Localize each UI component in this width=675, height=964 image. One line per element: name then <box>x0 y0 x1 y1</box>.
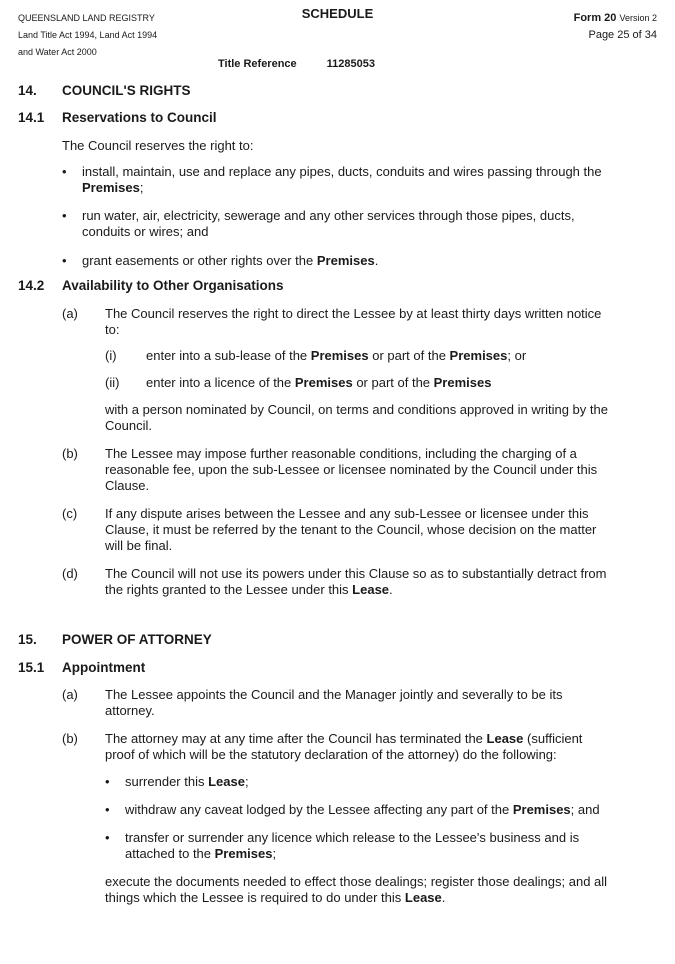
premises-term: Premises <box>214 846 273 861</box>
text-part: withdraw any caveat lodged by the Lessee affecting any part of the <box>125 802 513 817</box>
bullet-text: run water, air, electricity, sewerage and any other services through those pipes, ducts, <box>82 208 575 223</box>
clause-text: The Council will not use its powers under this Clause so as to substantially detract from <box>105 566 607 581</box>
premises-term: Premises <box>294 375 353 390</box>
clause-text: Clause, it must be referred by the tenant to the Council, whose decision on the matter <box>105 522 597 537</box>
text-part: surrender this <box>125 774 209 789</box>
text-part: ; or <box>507 348 527 363</box>
bullet-icon: • <box>62 208 67 223</box>
bullet-text <box>125 802 600 818</box>
reservations-intro: The Council reserves the right to: <box>62 138 254 153</box>
clause-label: (a) <box>62 306 78 321</box>
premises-term: Premises <box>449 348 508 363</box>
text-part: (sufficient <box>523 731 583 746</box>
form-version: Version 2 <box>619 13 657 23</box>
bullet-text-part: grant easements or other rights over the <box>82 253 317 268</box>
premises-term: Premises <box>433 375 492 390</box>
punctuation: ; <box>244 774 249 789</box>
section-title: POWER OF ATTORNEY <box>62 632 212 647</box>
section-number: 15. <box>18 632 37 647</box>
act-line-1: Land Title Act 1994, Land Act 1994 <box>18 30 158 40</box>
clause-text: The Lessee may impose further reasonable conditions, including the charging of a <box>105 446 577 461</box>
bullet-text <box>82 180 143 196</box>
subclause-text <box>146 375 491 391</box>
clause-text: The Council reserves the right to direct the Lessee by at least thirty days written notice <box>105 306 602 321</box>
subclause-label: (ii) <box>105 375 120 390</box>
premises-term: Premises <box>512 802 571 817</box>
clause-label: (a) <box>62 687 78 702</box>
bullet-text <box>125 846 276 862</box>
clause-text: will be final. <box>105 538 173 553</box>
clause-text <box>105 731 582 747</box>
punctuation: . <box>441 890 446 905</box>
section-title: COUNCIL'S RIGHTS <box>62 83 191 98</box>
lease-term: Lease <box>208 774 245 789</box>
punctuation: ; <box>139 180 144 195</box>
clause-text: Clause. <box>105 478 150 493</box>
bullet-icon: • <box>105 774 110 789</box>
clause-label: (b) <box>62 731 78 746</box>
lease-term: Lease <box>404 890 442 905</box>
clause-text: If any dispute arises between the Lessee and any sub-Lessee or licensee under this <box>105 506 589 521</box>
section-title: Reservations to Council <box>62 110 217 125</box>
form-number: Form 20 <box>573 12 617 24</box>
text-part: The attorney may at any time after the Council has terminated the <box>105 731 487 746</box>
bullet-icon: • <box>105 802 110 817</box>
clause-text: The Lessee appoints the Council and the Manager jointly and severally to be its <box>105 687 563 702</box>
clause-label: (b) <box>62 446 78 461</box>
clause-text: execute the documents needed to effect those dealings; register those dealings; and all <box>105 874 608 889</box>
punctuation: ; <box>272 846 277 861</box>
subclause-label: (i) <box>105 348 117 363</box>
premises-term: Premises <box>310 348 369 363</box>
clause-text <box>105 582 393 598</box>
section-title: Appointment <box>62 660 146 675</box>
clause-text: attorney. <box>105 703 155 718</box>
clause-label: (d) <box>62 566 78 581</box>
lease-term: Lease <box>486 731 524 746</box>
text-part: things which the Lessee is required to do under this <box>105 890 405 905</box>
section-number: 14. <box>18 83 37 98</box>
clause-text: with a person nominated by Council, on terms and conditions approved in writing by the <box>105 402 608 417</box>
title-reference-value: 11285053 <box>326 58 376 70</box>
bullet-text <box>82 253 378 269</box>
clause-text: reasonable fee, upon the sub-Lessee or licensee nominated by the Council under this <box>105 462 598 477</box>
section-number: 14.1 <box>18 110 45 125</box>
bullet-icon: • <box>105 830 110 845</box>
lease-term: Lease <box>352 582 390 597</box>
text-part: ; and <box>570 802 600 817</box>
bullet-icon: • <box>62 253 67 268</box>
text-part: enter into a licence of the <box>146 375 295 390</box>
clause-text: to: <box>105 322 120 337</box>
bullet-text: install, maintain, use and replace any pipes, ducts, conduits and wires passing through the <box>82 164 602 179</box>
registry-name: QUEENSLAND LAND REGISTRY <box>18 13 155 23</box>
premises-term: Premises <box>82 180 140 195</box>
title-reference <box>218 58 375 70</box>
section-number: 14.2 <box>18 278 45 293</box>
bullet-icon: • <box>62 164 67 179</box>
section-title: Availability to Other Organisations <box>62 278 284 293</box>
text-part: or part of the <box>352 375 434 390</box>
clause-text: proof of which will be the statutory declaration of the attorney) do the following: <box>105 747 557 762</box>
clause-text <box>105 890 445 906</box>
clause-text: Council. <box>105 418 152 433</box>
premises-term: Premises <box>316 253 375 268</box>
text-part: the rights granted to the Lessee under this <box>105 582 353 597</box>
title-reference-label: Title Reference <box>218 58 297 70</box>
text-part: attached to the <box>125 846 215 861</box>
bullet-text: transfer or surrender any licence which release to the Lessee's business and is <box>125 830 580 845</box>
bullet-text <box>125 774 249 790</box>
bullet-text: conduits or wires; and <box>82 224 209 239</box>
act-line-2: and Water Act 2000 <box>18 47 97 57</box>
punctuation: . <box>389 582 393 597</box>
subclause-text <box>146 348 526 364</box>
punctuation: . <box>374 253 379 268</box>
section-number: 15.1 <box>18 660 45 675</box>
text-part: enter into a sub-lease of the <box>146 348 311 363</box>
text-part: or part of the <box>368 348 450 363</box>
schedule-heading: SCHEDULE <box>301 6 374 21</box>
page-number: Page 25 of 34 <box>588 29 657 41</box>
clause-label: (c) <box>62 506 78 521</box>
header-right <box>574 10 657 44</box>
